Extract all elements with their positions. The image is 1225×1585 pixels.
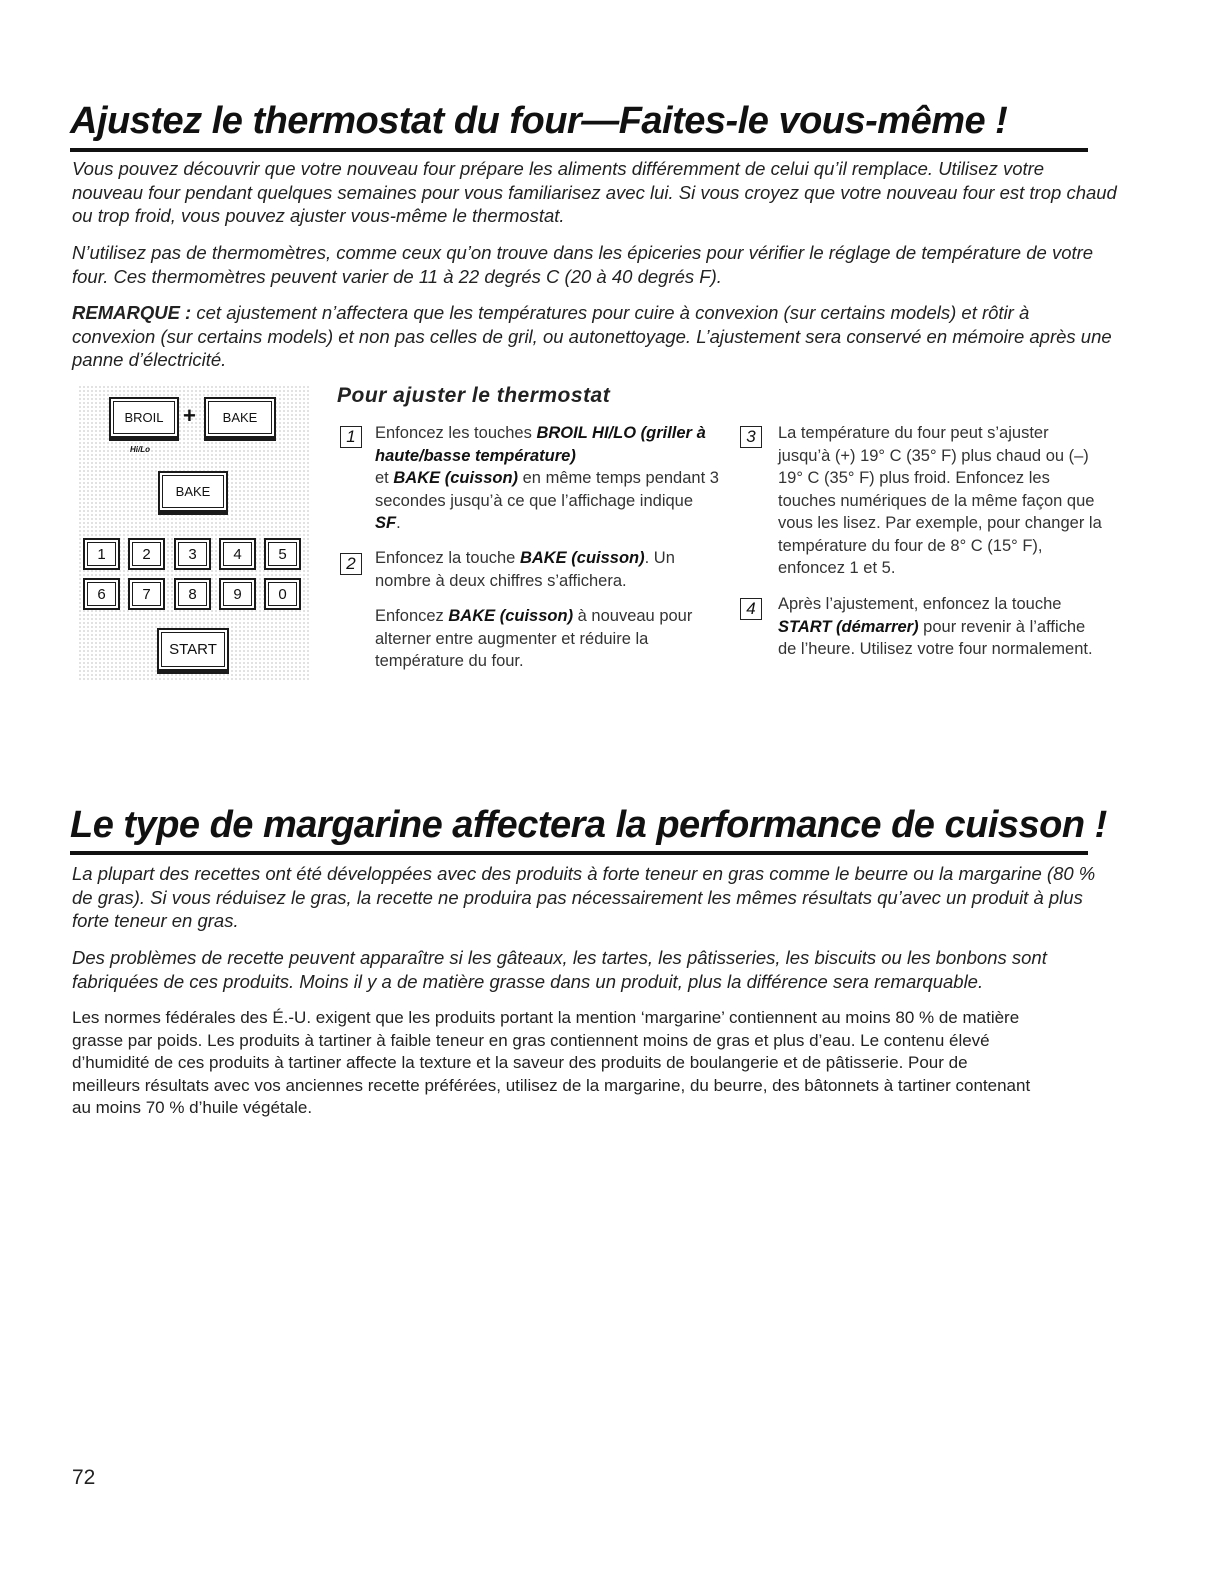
note-paragraph bbox=[72, 301, 1117, 372]
step-1-text: Enfoncez les touches BROIL HI/LO (griller à haute/basse température) et BAKE (cuisson) en même temps pendant 3 secondes jusqu’à ce que l’affichage indique SF. bbox=[375, 424, 719, 532]
key-0: 0 bbox=[264, 578, 301, 610]
bake-key-top: BAKE bbox=[204, 397, 276, 441]
note-text: cet ajustement n’affectera que les températures pour cuire à convexion (sur certains models) et rôtir à convexion (sur certains models) et non pas celles de gril, ou autonettoyage. L’ajustement sera conservé en mémoire après une panne d’électricité. bbox=[72, 302, 1112, 370]
control-panel-diagram bbox=[78, 385, 310, 681]
key-3: 3 bbox=[174, 538, 211, 570]
start-key: START bbox=[157, 628, 229, 674]
step-2-number: 2 bbox=[340, 553, 362, 575]
step-3-text: La température du four peut s’ajuster jusqu’à (+) 19° C (35° F) plus chaud ou (–) 19° C (35° F) plus froid. Enfoncez les touches numériques de la même façon que vous les lisez. Par exemple, pour changer la température du four de 8° C (15° F), enfoncez 1 et 5. bbox=[778, 424, 1102, 577]
key-5: 5 bbox=[264, 538, 301, 570]
key-9: 9 bbox=[219, 578, 256, 610]
steps-heading: Pour ajuster le thermostat bbox=[337, 384, 611, 407]
title-rule-2 bbox=[70, 851, 1088, 855]
intro-paragraph: Vous pouvez découvrir que votre nouveau four prépare les aliments différemment de celui qu’il remplace. Utilisez votre nouveau four pendant quelques semaines pour vous familiarisez avec lui. Si vous croyez que votre nouveau four est trop chaud ou trop froid, vous pouvez ajuster vous-même le thermostat. bbox=[72, 158, 1117, 226]
key-2: 2 bbox=[128, 538, 165, 570]
step-1-number: 1 bbox=[340, 426, 362, 448]
key-7: 7 bbox=[128, 578, 165, 610]
hilo-label: Hi/Lo bbox=[130, 445, 150, 454]
step-4-text: Après l’ajustement, enfoncez la touche START (démarrer) pour revenir à l’affiche de l’heure. Utilisez votre four normalement. bbox=[778, 595, 1093, 658]
margarine-paragraph-2: Des problèmes de recette peuvent apparaître si les gâteaux, les tartes, les pâtisseries, les biscuits ou les bonbons sont fabriquées de ces produits. Moins il y a de matière grasse dans un produit, plus la différence sera remarquable. bbox=[72, 947, 1047, 992]
title-rule bbox=[70, 148, 1088, 152]
bake-key: BAKE bbox=[158, 471, 228, 515]
section-title-margarine: Le type de margarine affectera la performance de cuisson ! bbox=[70, 804, 1107, 846]
key-4: 4 bbox=[219, 538, 256, 570]
step-2-followup: Enfoncez BAKE (cuisson) à nouveau pour alterner entre augmenter et réduire la température du four. bbox=[375, 607, 693, 670]
margarine-paragraph-1: La plupart des recettes ont été développées avec des produits à forte teneur en gras comme le beurre ou la margarine (80 % de gras). Si vous réduisez le gras, la recette ne produira pas nécessairement les mêmes résultats qu’avec un produit à plus forte teneur en gras. bbox=[72, 863, 1096, 931]
note-label: REMARQUE : bbox=[72, 302, 192, 323]
broil-key: BROIL bbox=[109, 397, 179, 441]
step-3-number: 3 bbox=[740, 426, 762, 448]
margarine-paragraph-3: Les normes fédérales des É.-U. exigent que les produits portant la mention ‘margarine’ contiennent au moins 80 % de matière grasse par poids. Les produits à tartiner à faible teneur en gras contiennent moins de gras et plus d’eau. Le contenu élevé d’humidité de ces produits à tartiner affecte la texture et la saveur des produits de boulangerie et de pâtisserie. Pour de meilleurs résultats avec vos anciennes recette préférées, utilisez de la margarine, du beurre, des bâtonnets à tartiner contenant au moins 70 % d’huile végétale. bbox=[72, 1008, 1031, 1117]
key-6: 6 bbox=[83, 578, 120, 610]
key-1: 1 bbox=[83, 538, 120, 570]
page-number: 72 bbox=[72, 1466, 96, 1489]
warning-paragraph: N’utilisez pas de thermomètres, comme ceux qu’on trouve dans les épiceries pour vérifier le réglage de température de votre four. Ces thermomètres peuvent varier de 11 à 22 degrés C (20 à 40 degrés F). bbox=[72, 242, 1094, 287]
step-4-number: 4 bbox=[740, 598, 762, 620]
section-title-thermostat: Ajustez le thermostat du four—Faites-le vous-même ! bbox=[70, 100, 1008, 142]
key-8: 8 bbox=[174, 578, 211, 610]
step-2-text: Enfoncez la touche BAKE (cuisson). Un nombre à deux chiffres s’affichera. bbox=[375, 549, 675, 590]
plus-sign: + bbox=[183, 403, 196, 428]
